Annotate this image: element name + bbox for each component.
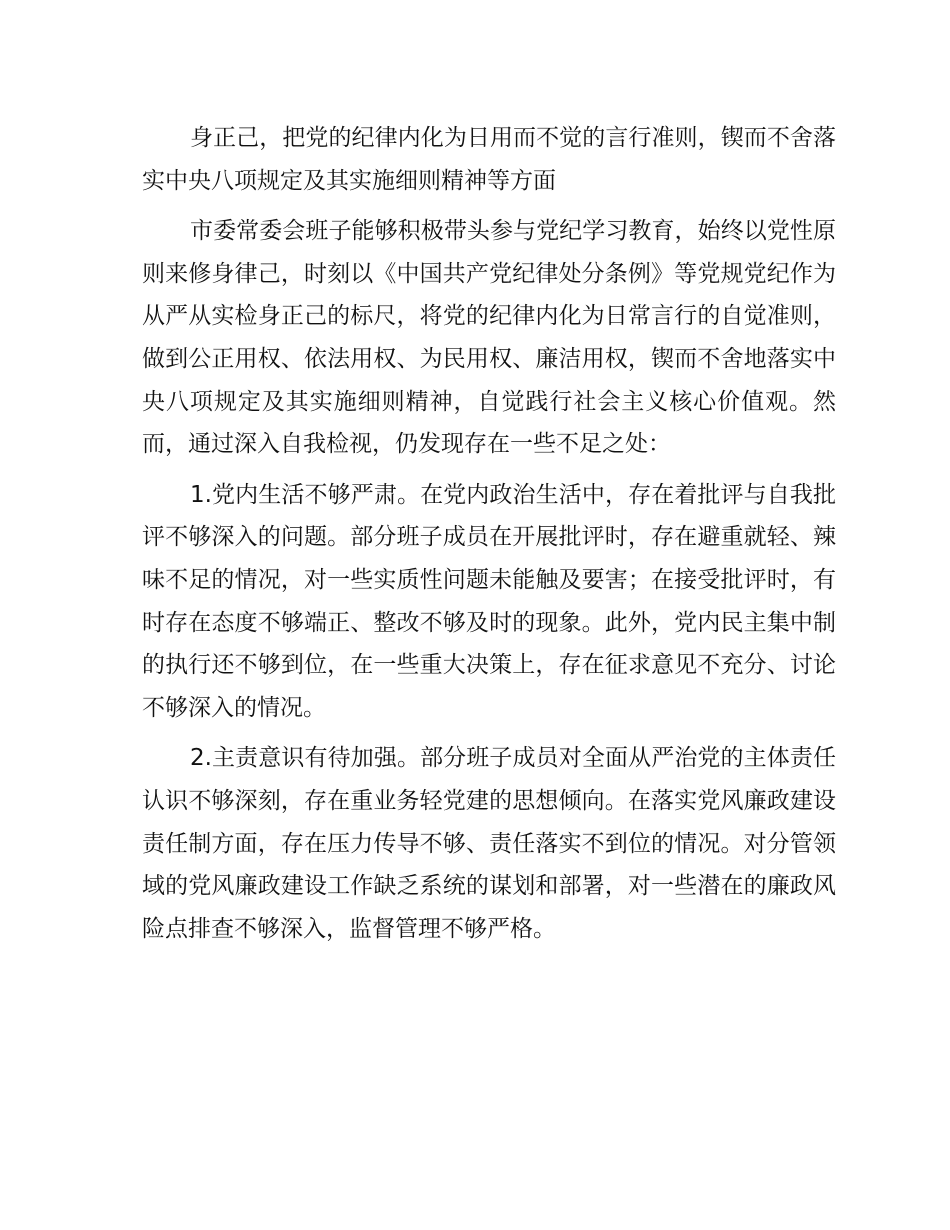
paragraph-1 <box>142 117 836 202</box>
paragraph-line: 部署，对一些潜在的廉政风险点排查不够深入，监督管理不够 <box>142 873 837 942</box>
paragraph-line: 在接受批评时，有时存在态度不够端正、整改不够及时的现象。 <box>142 566 837 636</box>
paragraph-line: 觉践行社会主义核心价值观。然而，通过深入自我检视，仍发 <box>142 388 837 458</box>
paragraph-line: 位的情况。对分管领域的党风廉政建设工作缺乏系统的谋划和 <box>142 830 837 900</box>
paragraph-line: 市委常委会班子能够积极带头参与党纪学习教育，始终以 <box>190 218 767 245</box>
paragraph-3 <box>142 474 836 730</box>
paragraph-line: 不舍落实中央八项规定及其实施细则精神等方面 <box>142 125 837 194</box>
paragraph-line: 党风廉政建设责任制方面，存在压力传导不够、责任落实不到 <box>142 787 837 857</box>
paragraph-line: 体责任认识不够深刻，存在重业务轻党建的思想倾向。在落实 <box>142 745 836 814</box>
paragraph-line: 2.主责意识有待加强。部分班子成员对全面从严治党的主 <box>190 745 767 772</box>
paragraph-line: 党性原则来修身律己，时刻以《中国共产党纪律处分条例》等 <box>142 218 837 287</box>
paragraph-line: 存在征求意见不充分、讨论不够深入的情况。 <box>142 652 837 721</box>
paragraph-line: 1.党内生活不够严肃。在党内政治生活中，存在着批评与 <box>190 481 767 508</box>
document-body <box>142 117 836 958</box>
paragraph-line: 此外，党内民主集中制的执行还不够到位，在一些重大决策上， <box>142 609 837 679</box>
paragraph-2 <box>142 210 836 466</box>
paragraph-line: 党规党纪作为从严从实检身正己的标尺，将党的纪律内化为日 <box>142 260 837 330</box>
paragraph-line: 严格。 <box>487 915 556 942</box>
paragraph-line: 常言行的自觉准则，做到公正用权、依法用权、为民用权、廉 <box>142 303 837 372</box>
paragraph-line: 身正己，把党的纪律内化为日用而不觉的言行准则，锲而 <box>190 125 767 151</box>
paragraph-line: 自我批评不够深入的问题。部分班子成员在开展批评时，存在 <box>142 481 836 551</box>
paragraph-line: 现存在一些不足之处： <box>441 431 671 458</box>
paragraph-4 <box>142 737 836 950</box>
paragraph-line: 洁用权，锲而不舍地落实中央八项规定及其实施细则精神，自 <box>142 345 837 415</box>
paragraph-line: 避重就轻、辣味不足的情况，对一些实质性问题未能触及要害； <box>142 524 837 593</box>
